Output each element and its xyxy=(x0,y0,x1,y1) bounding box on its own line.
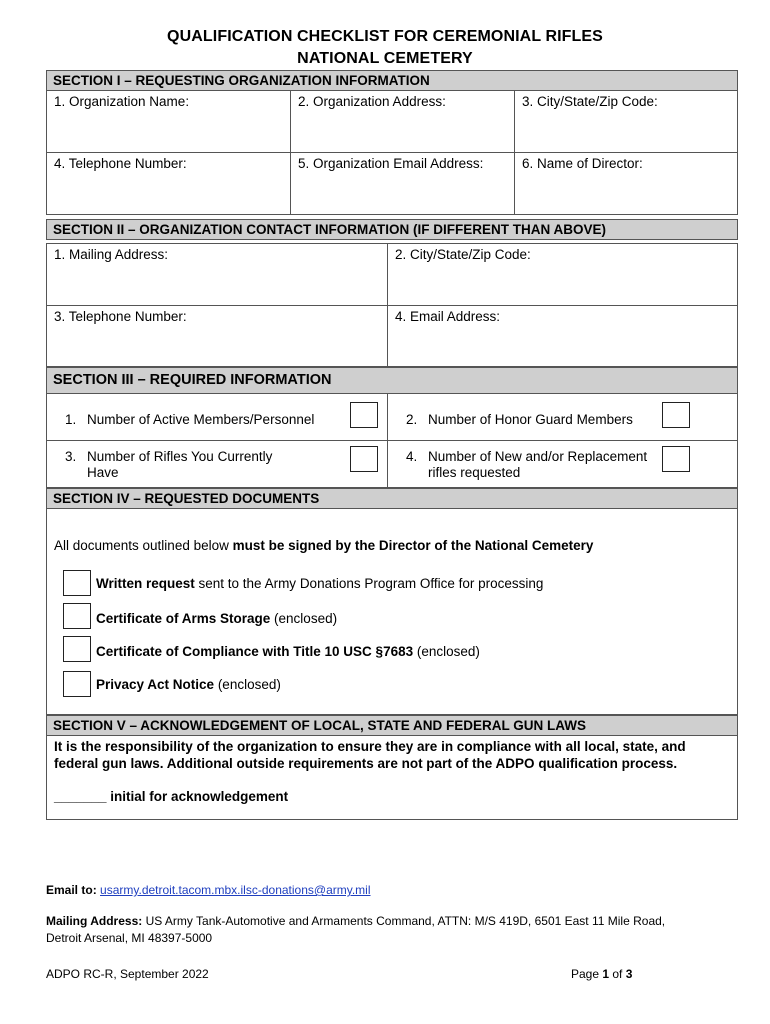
doc-title: Written request xyxy=(96,576,195,591)
field-label: 5. Organization Email Address: xyxy=(298,156,484,171)
mailing-address-line-1 xyxy=(46,913,665,929)
arms-storage-checkbox[interactable] xyxy=(63,603,91,629)
doc-title: Certificate of Arms Storage xyxy=(96,611,271,626)
field-label: 4. Telephone Number: xyxy=(54,156,187,171)
doc-desc: (enclosed) xyxy=(270,611,338,626)
doc-desc: sent to the Army Donations Program Office for processing xyxy=(194,576,544,591)
mail-text: US Army Tank-Automotive and Armaments Command, ATTN: M/S 419D, 6501 East 11 Mile Road, xyxy=(142,914,666,928)
divider xyxy=(387,393,388,488)
email-label: Email to xyxy=(46,883,93,897)
page-title: QUALIFICATION CHECKLIST FOR CEREMONIAL RIFLES xyxy=(167,28,603,45)
director-name-field[interactable] xyxy=(515,153,737,214)
doc-title: Privacy Act Notice xyxy=(96,677,215,692)
item-label: Number of Active Members/Personnel xyxy=(87,412,315,427)
field-label: 3. Telephone Number: xyxy=(54,309,187,324)
intro-text: All documents outlined below xyxy=(54,538,233,553)
written-request-checkbox[interactable] xyxy=(63,570,91,596)
item-number: 4. xyxy=(406,449,418,464)
organization-address-field[interactable] xyxy=(291,91,514,152)
intro-bold-text: must be signed by the Director of the National Cemetery xyxy=(232,538,594,553)
doc-desc: (enclosed) xyxy=(214,677,281,692)
required-item-4 xyxy=(406,449,647,481)
section-4-heading: SECTION IV – REQUESTED DOCUMENTS xyxy=(46,488,738,509)
section-5-heading: SECTION V – ACKNOWLEDGEMENT OF LOCAL, STATE AND FEDERAL GUN LAWS xyxy=(46,715,738,736)
doc-desc: (enclosed) xyxy=(413,644,480,659)
initial-acknowledgement[interactable]: _______ initial for acknowledgement xyxy=(54,789,289,804)
contact-telephone-field[interactable] xyxy=(47,306,387,367)
section-2-heading: SECTION II – ORGANIZATION CONTACT INFORMATION (IF DIFFERENT THAN ABOVE) xyxy=(46,219,738,240)
mail-label: Mailing Address: xyxy=(46,914,143,928)
field-label: 4. Email Address: xyxy=(395,309,501,324)
current-rifles-input-box[interactable] xyxy=(350,446,378,472)
field-label: 3. City/State/Zip Code: xyxy=(522,94,658,109)
honor-guard-input-box[interactable] xyxy=(662,402,690,428)
doc-item-privacy-act xyxy=(96,676,281,693)
field-label: 1. Organization Name: xyxy=(54,94,190,109)
city-state-zip-field[interactable] xyxy=(515,91,737,152)
item-label-cont: rifles requested xyxy=(428,465,521,480)
section-3-heading: SECTION III – REQUIRED INFORMATION xyxy=(46,367,738,394)
item-number: 2. xyxy=(406,412,418,427)
field-label: 6. Name of Director: xyxy=(522,156,643,171)
doc-title: Certificate of Compliance with Title 10 USC §7683 xyxy=(96,644,414,659)
field-label: 2. Organization Address: xyxy=(298,94,446,109)
item-label-cont: Have xyxy=(87,465,119,480)
active-members-input-box[interactable] xyxy=(350,402,378,428)
mailing-address-line-2: Detroit Arsenal, MI 48397-5000 xyxy=(46,931,213,945)
of-word: of xyxy=(609,967,626,981)
privacy-act-checkbox[interactable] xyxy=(63,671,91,697)
contact-email-field[interactable] xyxy=(388,306,737,367)
email-line: Email to: usarmy.detroit.tacom.mbx.ilsc-donations@army.mil xyxy=(46,883,371,897)
replacement-rifles-input-box[interactable] xyxy=(662,446,690,472)
item-number: 1. xyxy=(65,412,77,427)
form-id: ADPO RC-R, September 2022 xyxy=(46,967,209,981)
email-link[interactable]: usarmy.detroit.tacom.mbx.ilsc-donations@army.mil xyxy=(100,883,371,897)
doc-item-written-request xyxy=(96,575,543,592)
doc-item-arms-storage xyxy=(96,610,337,627)
page-subtitle: NATIONAL CEMETERY xyxy=(297,50,473,67)
documents-intro xyxy=(54,537,593,554)
organization-email-field[interactable] xyxy=(291,153,514,214)
item-label: Number of Honor Guard Members xyxy=(428,412,633,427)
item-label: Number of New and/or Replacement xyxy=(428,449,648,464)
section-1-heading: SECTION I – REQUESTING ORGANIZATION INFORMATION xyxy=(46,70,738,91)
divider xyxy=(46,440,738,441)
page-current: 1 xyxy=(602,967,610,981)
page-word: Page xyxy=(571,967,603,981)
contact-city-state-zip-field[interactable] xyxy=(388,244,737,305)
page-total: 3 xyxy=(625,967,633,981)
doc-item-compliance xyxy=(96,643,480,660)
organization-name-field[interactable] xyxy=(47,91,290,152)
gun-laws-text-line-2: federal gun laws. Additional outside requirements are not part of the ADPO qualification process. xyxy=(54,756,678,771)
field-label: 2. City/State/Zip Code: xyxy=(395,247,531,262)
required-item-1 xyxy=(65,412,314,428)
page-number xyxy=(571,966,632,982)
field-label: 1. Mailing Address: xyxy=(54,247,169,262)
item-number: 3. xyxy=(65,449,77,464)
required-item-3 xyxy=(65,449,272,481)
gun-laws-text-line-1: It is the responsibility of the organization to ensure they are in compliance with all local, state, and xyxy=(54,739,686,754)
item-label: Number of Rifles You Currently xyxy=(87,449,273,464)
required-item-2 xyxy=(406,412,633,428)
mailing-address-field[interactable] xyxy=(47,244,387,305)
telephone-field[interactable] xyxy=(47,153,290,214)
compliance-checkbox[interactable] xyxy=(63,636,91,662)
